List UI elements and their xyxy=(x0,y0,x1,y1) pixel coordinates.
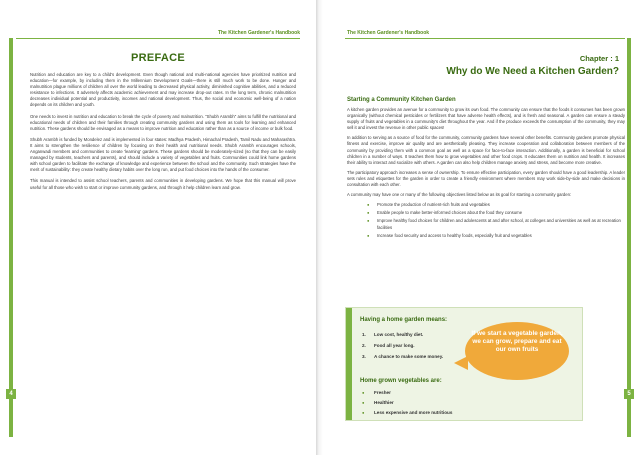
box-heading: Having a home garden means: xyxy=(360,317,448,323)
list-item: ● Enable people to make better-informed choices about the food they consume xyxy=(367,210,625,216)
item-number: 2. xyxy=(362,343,366,348)
list-item: ● Promote the production of nutrient-rich fruits and vegetables xyxy=(367,202,625,208)
page-number: 5 xyxy=(624,389,634,399)
chapter-body xyxy=(347,97,625,243)
page-left xyxy=(0,0,316,455)
side-bar xyxy=(9,38,13,437)
item-text: A chance to make some money. xyxy=(374,354,444,359)
bullet-icon: ● xyxy=(362,410,365,415)
paragraph: A kitchen garden provides an avenue for a community to grow its own food. The community can ensure that the foods it consumes has been grown organically (without chemical pesticides or fertilizers that have adverse health effects), and is fresh and seasonal. A garden can ensure a steady supply of fruits and vegetables in a community's diet throughout the year. And if the produce exceeds the consumption of the community, they may sell it and invest the revenue in other public spaces! xyxy=(347,107,625,131)
item-text: Food all year long. xyxy=(374,343,415,348)
running-head: The Kitchen Gardener's Handbook xyxy=(217,30,300,36)
list-item xyxy=(362,390,502,400)
list-item: ● Increase food security and access to healthy foods, especially fruit and vegetables xyxy=(367,233,625,239)
objectives-list xyxy=(367,202,625,238)
paragraph: Shubh Arambh is funded by Mondelez and is implemented in four states: Madhya Pradesh, Himachal Pradesh, Tamil Nadu and Maharashtra. It aims to strengthen the resilience of children by focusing on their health and nutritional needs. Shubh Arambh encourages schools, Anganwadi members and communities to create 'learning' gardens. These gardens should be moderately-sized (so that they can be easily managed by students, teachers and parents), and should include a variety of vegetables and fruits. Communities could link home gardens with school garden to facilitate the exchange of knowledge and experience between the school and the community. Such strategies have the merit of sustainability: they create healthy dietary habits over the long run, and put food choices into the hands of the consumer. xyxy=(30,136,296,173)
bullet-icon: ● xyxy=(362,390,365,395)
item-number: 1. xyxy=(362,332,366,337)
box-heading: Home grown vegetables are: xyxy=(360,378,442,384)
chapter-title: Why do We Need a Kitchen Garden? xyxy=(446,66,619,77)
item-number: 3. xyxy=(362,354,366,359)
paragraph: In addition to serving as a source of food for the community, community gardens have several other benefits. Community gardens promote physical fitness and exercise, improve air quality and are aesthetically pleasing. They increase cooperation and collaboration between members of the community by providing them with a common goal as well as a space for face-to-face interaction. Additionally, a garden is beneficial for school children in a number of ways. It teaches them how to grow vegetables and other food crops. It educates them on nutrition and health. It increases their ability to interact and socialize with others. A garden can also help children manage anxiety and stress, and become more creative. xyxy=(347,135,625,165)
paragraph: Nutrition and education are key to a child's development. Even though national and multi-national agencies have prioritized nutrition and education—for example, by including them in the Millennium Development Goals—there is still much work to be done. Hunger and malnutrition plague millions of children all over the world leading to decreased physical activity, diminished cognitive abilities, and a reduced resistance to infections. It adversely affects academic achievement and may increase drop-out rates. In the long term, chronic malnutrition decreases individual potential and productivity, incomes and national development. Thus, the social and economic well-being of a nation depends on its children and youth. xyxy=(30,72,296,108)
paragraph: A community may have one or many of the following objectives listed below as its goal for starting a community garden: xyxy=(347,192,572,198)
running-head: The Kitchen Gardener's Handbook xyxy=(347,30,430,36)
book-gutter xyxy=(316,0,323,455)
page-number: 4 xyxy=(6,389,16,399)
chapter-label: Chapter : 1 xyxy=(579,54,619,63)
speech-bubble-text: If we start a vegetable garden, we can grow, prepare and eat our own fruits xyxy=(471,330,563,353)
bullet-icon: ● xyxy=(362,400,365,405)
paragraph: The participatory approach increases a sense of ownership. To ensure effective participation, every garden should have a good leadership. A leader sets rules and etiquettes for the garden in order to create a friendly environment where members may work side-by-side and make decisions in consultation with each other. xyxy=(347,169,625,188)
preface-body xyxy=(30,72,296,196)
page-title: PREFACE xyxy=(130,52,186,64)
list-item xyxy=(362,400,502,410)
paragraph: One needs to invest in nutrition and education to break the cycle of poverty and malnutrition. "Shubh Arambh" aims to fulfill the nutritional and educational needs of children and their families through creating community gardens and using them as tools for learning and enhanced nutrition. These gardens should be envisaged as a means to improve nutrition and education rather than as a source of income or bulk food. xyxy=(30,113,296,131)
list-item xyxy=(362,410,502,420)
header-rule xyxy=(16,38,300,39)
item-text: Less expensive and more nutritious xyxy=(374,410,453,415)
item-text: Low cost, healthy diet. xyxy=(374,332,424,337)
qualities-list xyxy=(362,390,502,420)
section-heading: Starting a Community Kitchen Garden xyxy=(347,97,456,103)
side-bar xyxy=(627,38,631,437)
list-item: ● Improve healthy food choices for children and adolescents at and after school, at colleges and universities as well as at recreation facilities xyxy=(367,218,625,230)
box-accent-bar xyxy=(346,308,352,420)
item-text: Healthier xyxy=(374,400,394,405)
paragraph: This manual is intended to assist school teachers, parents and communities in developing gardens. We hope that this manual will prove useful for all those who wish to start or improve community gardens, and through it help children learn and grow. xyxy=(30,178,296,190)
header-rule xyxy=(345,38,625,39)
item-text: Fresher xyxy=(374,390,391,395)
